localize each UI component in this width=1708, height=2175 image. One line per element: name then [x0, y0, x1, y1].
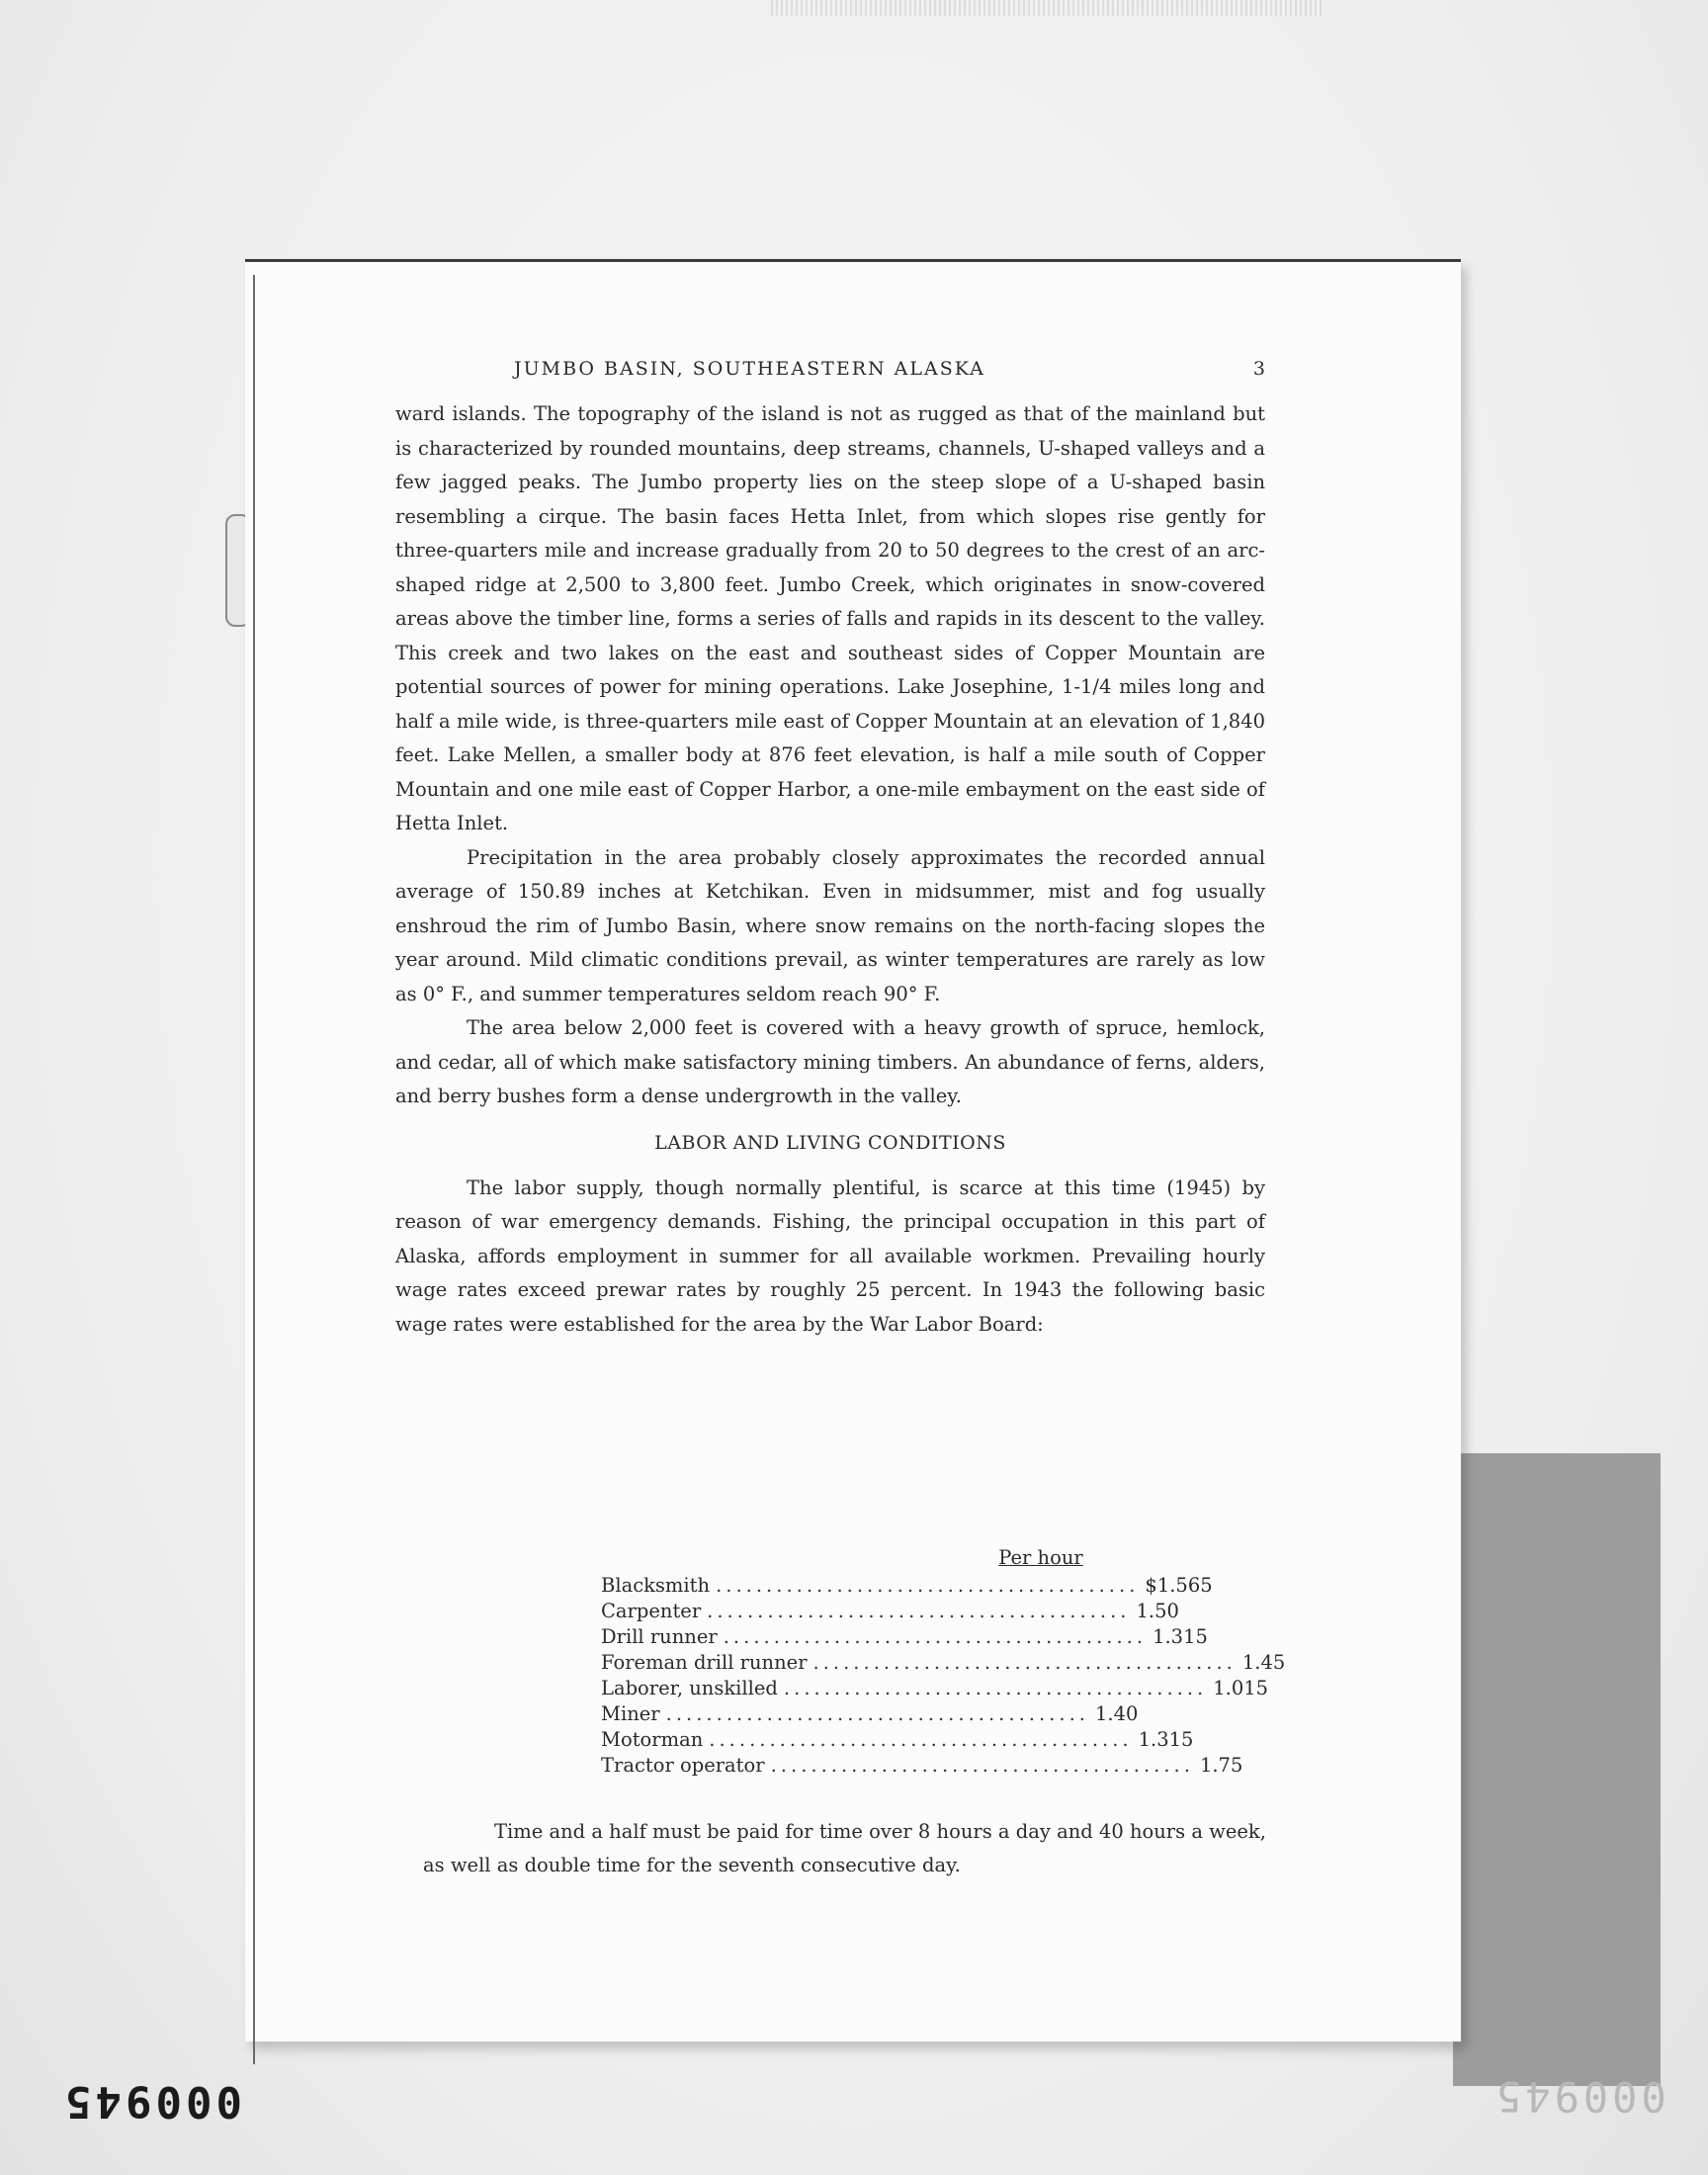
wage-row: [601, 1677, 1269, 1702]
wage-label: Laborer, unskilled: [601, 1677, 778, 1699]
page-body: [395, 358, 1265, 1342]
wage-row: [601, 1702, 1139, 1728]
leader-dots: ..........................................: [665, 1702, 1089, 1725]
wage-row: [601, 1728, 1194, 1754]
page-number: 3: [1252, 358, 1265, 380]
wage-label: Miner: [601, 1702, 660, 1725]
wage-rate: 1.40: [1094, 1702, 1139, 1725]
wage-label: Tractor operator: [601, 1754, 765, 1777]
document-stamp-number: 000945: [61, 2076, 242, 2127]
leader-dots: ..........................................: [707, 1600, 1131, 1622]
wage-row: [601, 1574, 1213, 1600]
paragraph-topography: ward islands. The topography of the island is not as rugged as that of the mainland but is characterized by rounded mountains, deep streams, channels, U-shaped valleys and a few jagged peaks. The Jumbo property lies on the steep slope of a U-shaped basin resembling a cirque. The basin faces Hetta Inlet, from which slopes rise gently for three-quarters mile and increase gradually from 20 to 50 degrees to the crest of an arc-shaped ridge at 2,500 to 3,800 feet. Jumbo Creek, which originates in snow-covered areas above the timber line, forms a series of falls and rapids in its descent to the valley. This creek and two lakes on the east and southeast sides of Copper Mountain are potential sources of power for mining operations. Lake Josephine, 1-1/4 miles long and half a mile wide, is three-quarters mile east of Copper Mountain at an elevation of 1,840 feet. Lake Mellen, a smaller body at 876 feet elevation, is half a mile south of Copper Mountain and one mile east of Copper Harbor, a one-mile embayment on the east side of Hetta Inlet.: [395, 402, 1265, 834]
wage-label: Foreman drill runner: [601, 1651, 808, 1674]
wage-rate: 1.50: [1136, 1600, 1179, 1622]
wage-rate: 1.45: [1241, 1651, 1286, 1674]
closing-paragraph: Time and a half must be paid for time over 8 hours a day and 40 hours a week, as well as double time for the seventh consecutive day.: [423, 1820, 1266, 1876]
wage-label: Drill runner: [601, 1625, 718, 1648]
scan-edge-strip: [771, 0, 1324, 16]
paragraph-precipitation: Precipitation in the area probably closely approximates the recorded annual average of 150.89 inches at Ketchikan. Even in midsummer, mist and fog usually enshroud the rim of Jumbo Basin, where snow remains on the north-facing slopes the year around. Mild climatic conditions prevail, as winter temperatures are rarely as low as 0° F., and summer temperatures seldom reach 90° F.: [395, 845, 1265, 1005]
wage-rate: 1.015: [1213, 1677, 1269, 1699]
wage-rate: 1.315: [1138, 1728, 1194, 1751]
running-title: JUMBO BASIN, SOUTHEASTERN ALASKA: [514, 358, 985, 380]
wage-row: [601, 1600, 1179, 1625]
scan-shadow: [1453, 1453, 1661, 2086]
wage-row: [601, 1754, 1243, 1780]
paragraph-vegetation: The area below 2,000 feet is covered with a heavy growth of spruce, hemlock, and cedar, all of which make satisfactory mining timbers. An abundance of ferns, alders, and berry bushes form a dense undergrowth in the valley.: [395, 1016, 1265, 1107]
wage-rate: 1.75: [1199, 1754, 1243, 1777]
leader-dots: ..........................................: [716, 1574, 1140, 1597]
wage-label: Blacksmith: [601, 1574, 711, 1597]
leader-dots: ..........................................: [770, 1754, 1194, 1777]
wage-column-header: Per hour: [998, 1546, 1083, 1569]
bleedthrough-stamp-number: 000945: [1493, 2072, 1666, 2121]
wage-row: [601, 1625, 1208, 1651]
leader-dots: ..........................................: [783, 1677, 1208, 1699]
section-heading: LABOR AND LIVING CONDITIONS: [654, 1131, 1006, 1154]
wage-row: [601, 1651, 1286, 1677]
wage-label: Carpenter: [601, 1600, 702, 1622]
running-header: [395, 358, 1265, 380]
binding-edge: [253, 275, 295, 2064]
wage-rate: 1.315: [1153, 1625, 1208, 1648]
leader-dots: ..........................................: [812, 1651, 1237, 1674]
paragraph-labor-intro: The labor supply, though normally plentiful, is scarce at this time (1945) by reason of war emergency demands. Fishing, the principal occupation in this part of Alaska, affords employment in summer for all available workmen. Prevailing hourly wage rates exceed prewar rates by roughly 25 percent. In 1943 the following basic wage rates were established for the area by the War Labor Board:: [395, 1175, 1265, 1336]
leader-dots: ..........................................: [709, 1728, 1133, 1751]
wage-rate: $1.565: [1145, 1574, 1213, 1597]
leader-dots: ..........................................: [723, 1625, 1148, 1648]
wage-label: Motorman: [601, 1728, 704, 1751]
